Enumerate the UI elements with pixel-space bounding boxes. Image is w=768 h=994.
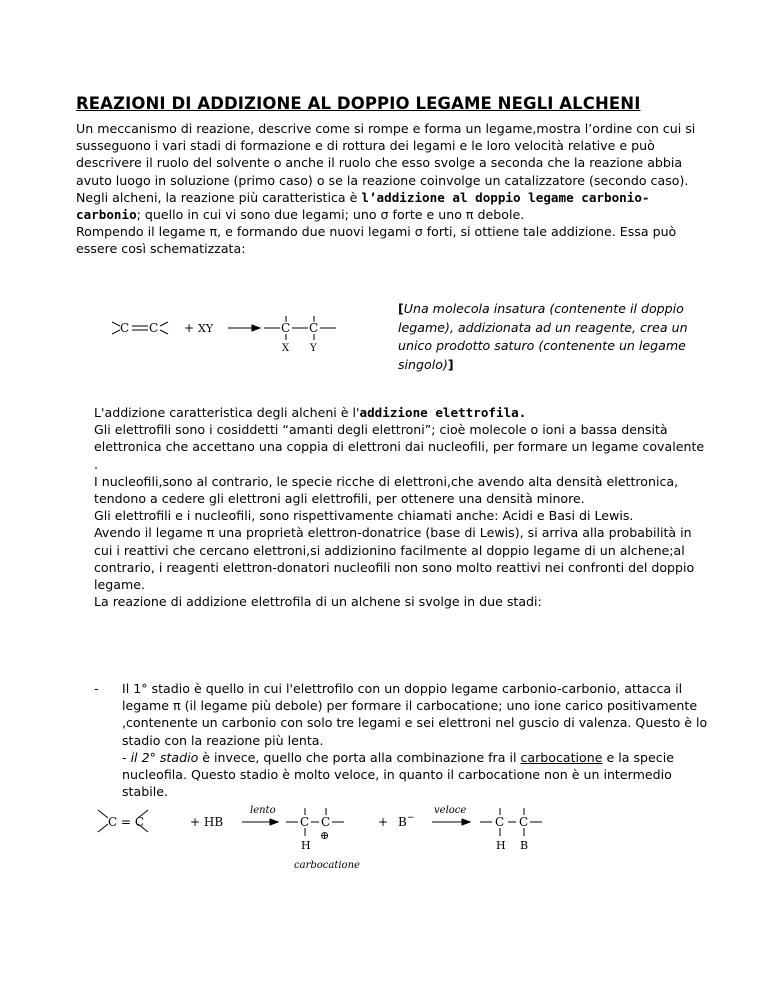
product-h: H: [496, 839, 506, 852]
text-span: e la specie nucleofila. Questo stadio è molto veloce, in quanto il carbocatione non è un intermedio stabile.: [122, 749, 674, 800]
bold-term: l’addizione al doppio legame carbonio-carbonio: [76, 189, 650, 223]
intro-text: [76, 120, 708, 258]
scheme2-base-charge: −: [407, 813, 415, 823]
scheme2-plus: +: [378, 815, 389, 829]
body-paragraph-c: I nucleofili,sono al contrario, le specie ricche di elettroni,che avendo alta densità elettronica, tendono a cedere gli elettroni agli elettrofili, per ottenere una densità minore.: [94, 473, 679, 507]
scheme2-plus-hb: + HB: [190, 815, 224, 829]
carbocation-c2: C: [321, 815, 331, 829]
arrow-label-fast: veloce: [434, 805, 467, 816]
product-b: B: [520, 839, 529, 852]
stage-2-text: [122, 749, 710, 801]
scheme1-product-x: X: [282, 343, 290, 354]
carbocation-c1: C: [300, 815, 310, 829]
scheme1-c-right: C: [149, 321, 159, 335]
scheme1-xy: XY: [198, 322, 214, 335]
body-text: [94, 404, 706, 610]
list-dash: -: [94, 681, 99, 696]
text-span: ; quello in cui vi sono due legami; uno σ forte e uno π debole.: [136, 207, 525, 223]
underlined-term: carbocatione: [520, 749, 603, 765]
bold-term: addizione elettrofila.: [359, 405, 527, 420]
scheme1-product-c1: C: [281, 321, 291, 335]
text-span: L'addizione caratteristica degli alcheni è l': [94, 405, 360, 420]
scheme1-c-left: C: [120, 321, 130, 335]
carbocation-h: H: [301, 839, 311, 852]
body-paragraph-a: [94, 404, 706, 421]
body-paragraph-d: Gli elettrofili e i nucleofili, sono rispettivamente chiamati anche: Acidi e Basi di Lewis.: [94, 508, 634, 524]
body-paragraph-f: La reazione di addizione elettrofila di un alchene si svolge in due stadi:: [94, 594, 542, 610]
scheme1-product-c2: C: [309, 321, 319, 335]
product-c2: C: [519, 815, 529, 829]
product-c1: C: [495, 815, 505, 829]
stage-1-text: Il 1° stadio è quello in cui l'elettrofilo con un doppio legame carbonio-carbonio, attacca il legame π (il legame più debole) per formare il carbocatione; uno ione carico positivamente ,contenente un carbonio con solo tre legami e sei elettroni nel guscio di valenza. Questo è lo stadio con la reazione più lenta.: [122, 681, 708, 748]
scheme-note: [398, 300, 698, 374]
note-text: Una molecola insatura (contenente il doppio legame), addizionata ad un reagente, crea un unico prodotto saturo (contenente un legame singolo): [398, 301, 688, 372]
italic-term: il 2° stadio: [130, 749, 199, 765]
intro-paragraph-1: Un meccanismo di reazione, descrive come si rompe e forma un legame,mostra l’ordine con cui si susseguono i vari stadi di formazione e di rottura dei legami e le loro velocità relative e può descrivere il ruolo del solvente o anche il ruolo che esso svolge a seconda che la reazione abbia avuto luogo in soluzione (primo caso) o se la reazione coinvolge un catalizzatore (secondo caso).: [76, 121, 696, 188]
bracket-open: [: [398, 301, 404, 316]
addition-scheme-1: [112, 308, 362, 388]
bracket-close: ]: [447, 356, 454, 372]
body-paragraph-e: Avendo il legame π una proprietà elettron-donatrice (base di Lewis), si arriva alla probabilità in cui i reattivi che cercano elettroni,si addizionino facilmente al doppio legame di un alchene;al contrario, i reagenti elettron-donatori nucleofili non sono molto reattivi nei confronti del doppio legame.: [94, 525, 695, 593]
scheme1-plus: +: [184, 321, 195, 335]
text-span: Negli alcheni, la reazione più caratteristica è: [76, 189, 362, 205]
page-title: REAZIONI DI ADDIZIONE AL DOPPIO LEGAME NEGLI ALCHENI: [76, 94, 641, 113]
scheme2-reagent: C = C: [108, 815, 145, 829]
intro-paragraph-2: [76, 189, 708, 223]
intro-paragraph-3: Rompendo il legame π, e formando due nuovi legami σ forti, si ottiene tale addizione. Essa può essere così schematizzata:: [76, 224, 677, 257]
scheme2-base: B: [398, 815, 407, 829]
body-paragraph-b: Gli elettrofili sono i cosiddetti “amanti degli elettroni”; cioè molecole o ioni a bassa densità elettronica che accettano una coppia di elettroni dai nucleofili, per formare un legame covalente .: [94, 422, 705, 472]
text-span: è invece, quello che porta alla combinazione fra il: [198, 749, 521, 765]
scheme1-product-y: Y: [310, 343, 317, 354]
text-span: -: [122, 749, 131, 765]
stage-list-body: [122, 680, 710, 800]
arrow-label-slow: lento: [250, 805, 276, 816]
mechanism-scheme-2: [90, 798, 650, 888]
carbocation-label: carbocatione: [294, 860, 360, 871]
positive-charge-icon: ⊕: [320, 829, 330, 842]
